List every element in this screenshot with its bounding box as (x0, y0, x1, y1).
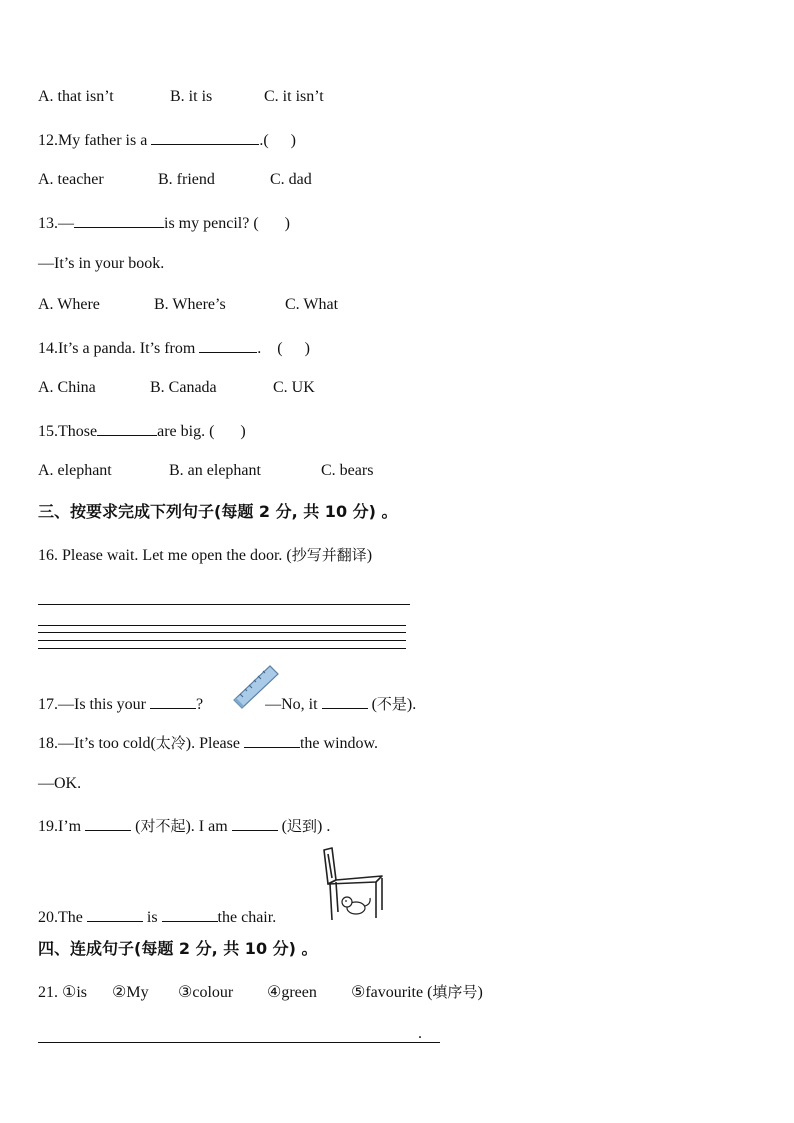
q12-text: 12.My father is a (38, 132, 148, 149)
q16-copy-line[interactable] (38, 604, 410, 605)
q20-mid: is (146, 909, 158, 926)
q18-hint: 太冷 (155, 734, 186, 752)
q19-hint-2: 迟到 (286, 817, 317, 835)
q12-option-b[interactable]: B. friend (158, 171, 215, 188)
q16-close: ) (366, 547, 373, 564)
q19-blank-1[interactable] (85, 815, 131, 831)
q19-hint-1: 对不起 (140, 817, 186, 835)
q13-post: is my pencil? ( (164, 215, 259, 232)
q21-word-1: ①is (62, 984, 88, 1001)
q12-post: .( (259, 132, 269, 149)
q17-blank-2[interactable] (322, 693, 368, 709)
q13-close: ) (284, 215, 290, 232)
q20-question (38, 906, 276, 928)
q20-blank-2[interactable] (162, 906, 218, 922)
q15-question (38, 420, 246, 442)
q18-text: 18.—It’s too cold( (38, 735, 156, 752)
q13-option-a[interactable]: A. Where (38, 296, 100, 313)
q17-question (38, 693, 416, 715)
q20-blank-1[interactable] (87, 906, 143, 922)
q12-options (38, 170, 312, 190)
q19-close: ) . (317, 818, 331, 835)
q21-word-2: ②My (112, 984, 149, 1001)
q16-writing-line-4[interactable] (38, 648, 406, 649)
q14-text: 14.It’s a panda. It’s from (38, 340, 196, 357)
q13-answer-line: —It’s in your book. (38, 255, 165, 272)
q14-paren: ( (277, 340, 283, 357)
q19-paren2: ( (281, 818, 287, 835)
q14-question (38, 337, 310, 359)
q21-hint: 填序号 (432, 983, 478, 1001)
q13-option-c[interactable]: C. What (285, 296, 339, 313)
q16-instruction: 抄写并翻译 (291, 546, 367, 564)
q15-blank[interactable] (97, 420, 157, 436)
q13-text: 13.— (38, 215, 74, 232)
q19-blank-2[interactable] (232, 815, 278, 831)
q19-mid: ). I am (185, 818, 228, 835)
q15-close: ) (240, 423, 246, 440)
q21-answer-line[interactable] (38, 1042, 440, 1043)
q17-paren-close: ). (406, 696, 417, 713)
q21-word-4: ④green (267, 984, 317, 1001)
q17-blank-1[interactable] (150, 693, 196, 709)
q18-question (38, 732, 378, 754)
q12-blank[interactable] (151, 129, 259, 145)
q21-paren-close: ) (477, 984, 483, 1001)
q11-option-b[interactable]: B. it is (170, 88, 213, 105)
q11-option-a[interactable]: A. that isn’t (38, 88, 114, 105)
q14-option-c[interactable]: C. UK (273, 379, 315, 396)
q13-option-b[interactable]: B. Where’s (154, 296, 226, 313)
q17-hint: 不是 (376, 695, 407, 713)
q15-option-b[interactable]: B. an elephant (169, 462, 261, 479)
q18-mid: ). Please (185, 735, 240, 752)
q16-question (38, 545, 372, 566)
section-4-title: 四、连成句子(每题 2 分, 共 10 分) 。 (38, 939, 318, 958)
q21-period: . (418, 1025, 422, 1042)
q16-writing-line-1[interactable] (38, 625, 406, 626)
q20-text: 20.The (38, 909, 83, 926)
q21-number: 21. (38, 984, 58, 1001)
q14-options (38, 378, 315, 398)
q17-qmark: ? (196, 696, 204, 713)
q13-question (38, 212, 290, 234)
q12-close: ) (290, 132, 296, 149)
q15-text: 15.Those (38, 423, 98, 440)
q14-post: . (257, 340, 262, 357)
q19-paren1: ( (135, 818, 141, 835)
q21-word-5: ⑤favourite (351, 984, 424, 1001)
chair-with-dog-icon (320, 846, 386, 924)
q13-options (38, 295, 338, 315)
q11-option-c[interactable]: C. it isn’t (264, 88, 324, 105)
q21-word-3: ③colour (178, 984, 234, 1001)
q16-writing-line-3[interactable] (38, 640, 406, 641)
q15-options (38, 461, 373, 481)
q17-paren-open: ( (371, 696, 377, 713)
q18-blank[interactable] (244, 732, 300, 748)
q14-option-b[interactable]: B. Canada (150, 379, 217, 396)
q18-post: the window. (299, 735, 379, 752)
q16-text: 16. Please wait. Let me open the door. ( (38, 547, 292, 564)
q14-option-a[interactable]: A. China (38, 379, 96, 396)
q21-paren-open: ( (427, 984, 433, 1001)
q11-options (38, 87, 324, 107)
q12-option-c[interactable]: C. dad (270, 171, 312, 188)
q21-question (38, 982, 483, 1003)
q12-question (38, 129, 296, 151)
q14-close: ) (304, 340, 310, 357)
ruler-icon (230, 662, 282, 712)
q15-option-c[interactable]: C. bears (321, 462, 374, 479)
q20-post: the chair. (217, 909, 277, 926)
q17-text: 17.—Is this your (38, 696, 146, 713)
q12-option-a[interactable]: A. teacher (38, 171, 104, 188)
q15-post: are big. ( (157, 423, 215, 440)
q15-option-a[interactable]: A. elephant (38, 462, 112, 479)
section-3-title: 三、按要求完成下列句子(每题 2 分, 共 10 分) 。 (38, 502, 398, 521)
q14-blank[interactable] (199, 337, 257, 353)
q19-question (38, 815, 330, 837)
q18-answer-line: —OK. (38, 775, 82, 792)
q13-blank[interactable] (74, 212, 164, 228)
q16-writing-line-2[interactable] (38, 632, 406, 633)
q19-text: 19.I’m (38, 818, 82, 835)
q17-answer: —No, it (265, 696, 318, 713)
